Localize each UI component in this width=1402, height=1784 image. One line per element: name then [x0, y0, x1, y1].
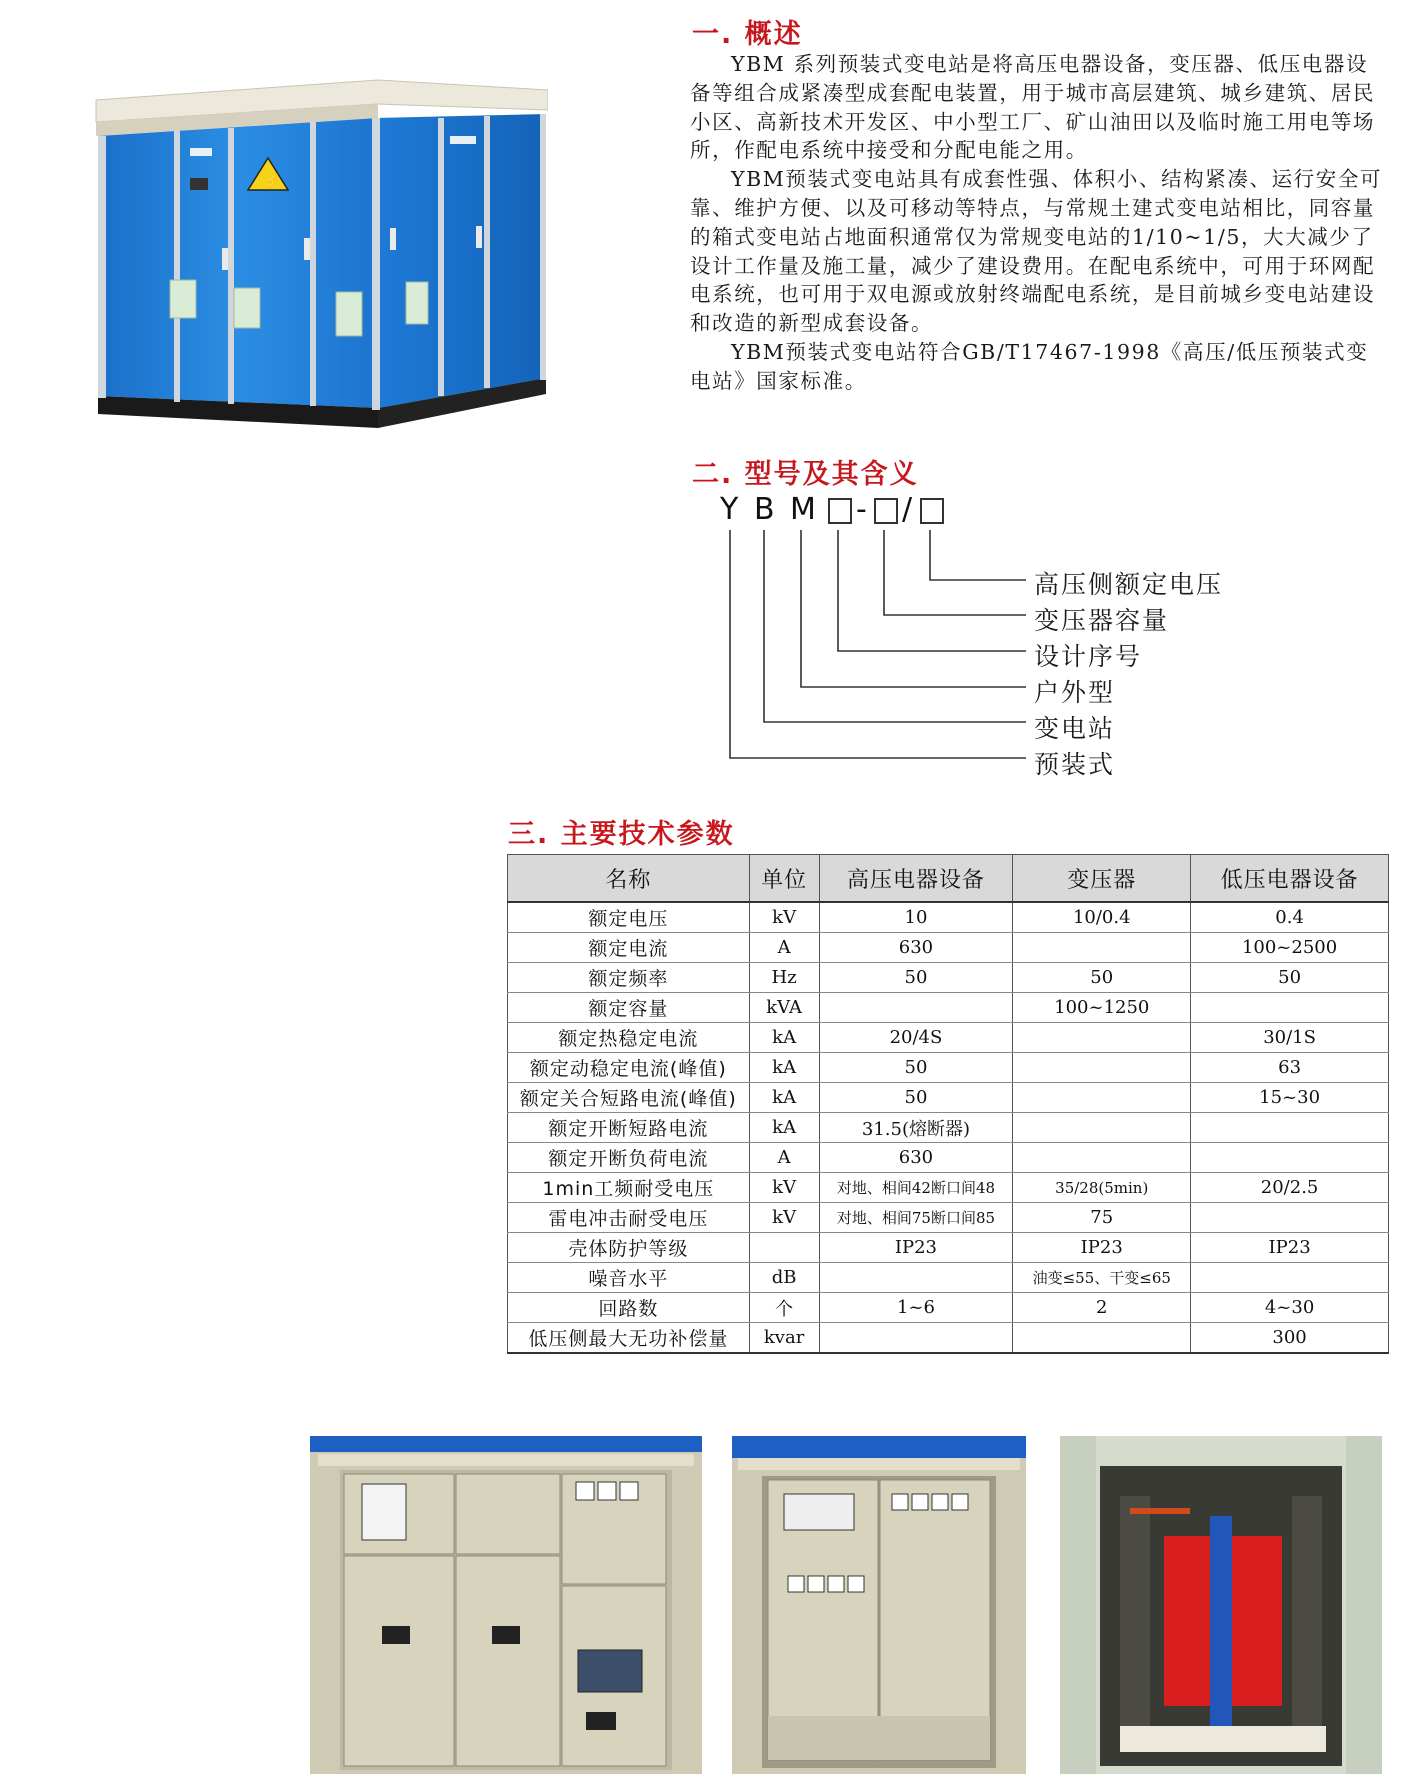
param-name-cell: 额定电压 [508, 902, 750, 933]
param-name-cell: 壳体防护等级 [508, 1233, 750, 1263]
lv-value-cell [1191, 1113, 1389, 1143]
transformer-value-cell [1013, 1143, 1191, 1173]
param-unit-cell: kV [749, 1203, 819, 1233]
hv-value-cell: 630 [819, 933, 1013, 963]
hv-value-cell: 1~6 [819, 1293, 1013, 1323]
transformer-value-cell [1013, 1083, 1191, 1113]
model-dash: - [856, 492, 867, 527]
transformer-value-cell: 50 [1013, 963, 1191, 993]
lv-value-cell [1191, 1263, 1389, 1293]
param-unit-cell: kV [749, 1173, 819, 1203]
transformer-value-cell [1013, 1113, 1191, 1143]
hv-value-cell: 50 [819, 1083, 1013, 1113]
switchgear-interior-photo [310, 1436, 702, 1774]
param-unit-cell: dB [749, 1263, 819, 1293]
svg-text:⚡: ⚡ [264, 174, 282, 190]
model-title: 二. 型号及其含义 [692, 459, 919, 490]
model-letter-m: M [790, 492, 816, 527]
table-row [508, 1233, 1389, 1263]
param-unit-cell: A [749, 1143, 819, 1173]
lv-value-cell: 63 [1191, 1053, 1389, 1083]
meaning-prefab: 预装式 [1034, 750, 1116, 779]
col-header-hv: 高压电器设备 [819, 855, 1013, 903]
param-name-cell: 额定开断短路电流 [508, 1113, 750, 1143]
table-row [508, 1173, 1389, 1203]
param-unit-cell: Hz [749, 963, 819, 993]
intro-paragraph: YBM 系列预装式变电站是将高压电器设备，变压器、低压电器设备等组合成紧凑型成套配电装置，用于城市高层建筑、城乡建筑、居民小区、高新技术开发区、中小型工厂、矿山油田以及临时施工用电等场所，作配电系统中接受和分配电能之用。 [690, 52, 1376, 163]
param-name-cell: 1min工频耐受电压 [508, 1173, 750, 1203]
overview-text [690, 50, 1390, 396]
hv-value-cell: 对地、相间42断口间48 [819, 1173, 1013, 1203]
transformer-value-cell: 10/0.4 [1013, 902, 1191, 933]
hv-value-cell: 20/4S [819, 1023, 1013, 1053]
lv-value-cell: IP23 [1191, 1233, 1389, 1263]
param-name-cell: 额定电流 [508, 933, 750, 963]
lv-value-cell [1191, 1203, 1389, 1233]
hv-value-cell: 31.5(熔断器) [819, 1113, 1013, 1143]
table-row [508, 963, 1389, 993]
param-name-cell: 额定开断负荷电流 [508, 1143, 750, 1173]
lv-value-cell: 300 [1191, 1323, 1389, 1354]
meaning-capacity: 变压器容量 [1034, 606, 1170, 635]
transformer-value-cell: IP23 [1013, 1233, 1191, 1263]
table-row [508, 1203, 1389, 1233]
hv-value-cell: 对地、相间75断口间85 [819, 1203, 1013, 1233]
param-unit-cell: kvar [749, 1323, 819, 1354]
transformer-value-cell [1013, 1323, 1191, 1354]
meaning-outdoor: 户外型 [1034, 678, 1116, 707]
col-header-transformer: 变压器 [1013, 855, 1191, 903]
transformer-value-cell: 100~1250 [1013, 993, 1191, 1023]
model-letter-y: Y [720, 492, 739, 527]
hv-value-cell [819, 993, 1013, 1023]
table-row [508, 1023, 1389, 1053]
meaning-substation: 变电站 [1034, 714, 1116, 743]
param-unit-cell: kVA [749, 993, 819, 1023]
model-leader-lines [700, 520, 1040, 770]
table-row [508, 1083, 1389, 1113]
lv-value-cell: 0.4 [1191, 902, 1389, 933]
param-name-cell: 额定频率 [508, 963, 750, 993]
col-header-unit: 单位 [749, 855, 819, 903]
table-header-row [508, 855, 1389, 903]
hv-value-cell: 50 [819, 963, 1013, 993]
param-unit-cell: kA [749, 1053, 819, 1083]
technical-parameters-table [507, 854, 1389, 1354]
param-name-cell: 额定动稳定电流(峰值) [508, 1053, 750, 1083]
hv-value-cell [819, 1323, 1013, 1354]
lv-value-cell [1191, 993, 1389, 1023]
lv-value-cell [1191, 1143, 1389, 1173]
param-unit-cell: kV [749, 902, 819, 933]
hv-value-cell [819, 1263, 1013, 1293]
param-name-cell: 雷电冲击耐受电压 [508, 1203, 750, 1233]
table-row [508, 1293, 1389, 1323]
param-unit-cell: 个 [749, 1293, 819, 1323]
hv-value-cell: 50 [819, 1053, 1013, 1083]
transformer-compartment-photo [1060, 1436, 1382, 1774]
lv-value-cell: 100~2500 [1191, 933, 1389, 963]
intro-paragraph: YBM预装式变电站具有成套性强、体积小、结构紧凑、运行安全可靠、维护方便、以及可移动等特点，与常规土建式变电站相比，同容量的箱式变电站占地面积通常仅为常规变电站的1/10~1/5，大大减少了设计工作量及施工量，减少了建设费用。在配电系统中，可用于环网配电系统，也可用于双电源或放射终端配电系统，是目前城乡变电站建设和改造的新型成套设备。 [690, 167, 1383, 336]
model-letter-b: B [754, 492, 775, 527]
hv-value-cell: IP23 [819, 1233, 1013, 1263]
kiosk-substation-image [78, 78, 548, 428]
param-name-cell: 额定热稳定电流 [508, 1023, 750, 1053]
param-name-cell: 额定关合短路电流(峰值) [508, 1083, 750, 1113]
intro-paragraph: YBM预装式变电站符合GB/T17467-1998《高压/低压预装式变电站》国家标准。 [690, 339, 1369, 393]
param-name-cell: 噪音水平 [508, 1263, 750, 1293]
col-header-name: 名称 [508, 855, 750, 903]
param-name-cell: 额定容量 [508, 993, 750, 1023]
transformer-value-cell: 2 [1013, 1293, 1191, 1323]
param-name-cell: 低压侧最大无功补偿量 [508, 1323, 750, 1354]
lv-value-cell: 20/2.5 [1191, 1173, 1389, 1203]
hv-value-cell: 630 [819, 1143, 1013, 1173]
param-name-cell: 回路数 [508, 1293, 750, 1323]
table-row [508, 1323, 1389, 1354]
meaning-hv-voltage: 高压侧额定电压 [1034, 570, 1224, 599]
transformer-value-cell [1013, 1023, 1191, 1053]
params-title: 三. 主要技术参数 [508, 819, 735, 850]
param-unit-cell: kA [749, 1023, 819, 1053]
transformer-value-cell [1013, 933, 1191, 963]
transformer-value-cell [1013, 1053, 1191, 1083]
lv-value-cell: 50 [1191, 963, 1389, 993]
param-unit-cell: A [749, 933, 819, 963]
param-unit-cell: kA [749, 1113, 819, 1143]
model-slash: / [902, 492, 913, 527]
param-unit-cell [749, 1233, 819, 1263]
table-row [508, 933, 1389, 963]
lv-value-cell: 30/1S [1191, 1023, 1389, 1053]
transformer-value-cell: 75 [1013, 1203, 1191, 1233]
low-voltage-cabinet-photo [732, 1436, 1026, 1774]
table-row [508, 993, 1389, 1023]
table-row [508, 1053, 1389, 1083]
table-row [508, 902, 1389, 933]
lv-value-cell: 15~30 [1191, 1083, 1389, 1113]
lv-value-cell: 4~30 [1191, 1293, 1389, 1323]
meaning-design-serial: 设计序号 [1034, 642, 1143, 671]
transformer-value-cell: 35/28(5min) [1013, 1173, 1191, 1203]
col-header-lv: 低压电器设备 [1191, 855, 1389, 903]
table-row [508, 1113, 1389, 1143]
hv-value-cell: 10 [819, 902, 1013, 933]
param-unit-cell: kA [749, 1083, 819, 1113]
transformer-value-cell: 油变≤55、干变≤65 [1013, 1263, 1191, 1293]
table-row [508, 1263, 1389, 1293]
overview-title: 一. 概述 [692, 19, 803, 50]
table-row [508, 1143, 1389, 1173]
